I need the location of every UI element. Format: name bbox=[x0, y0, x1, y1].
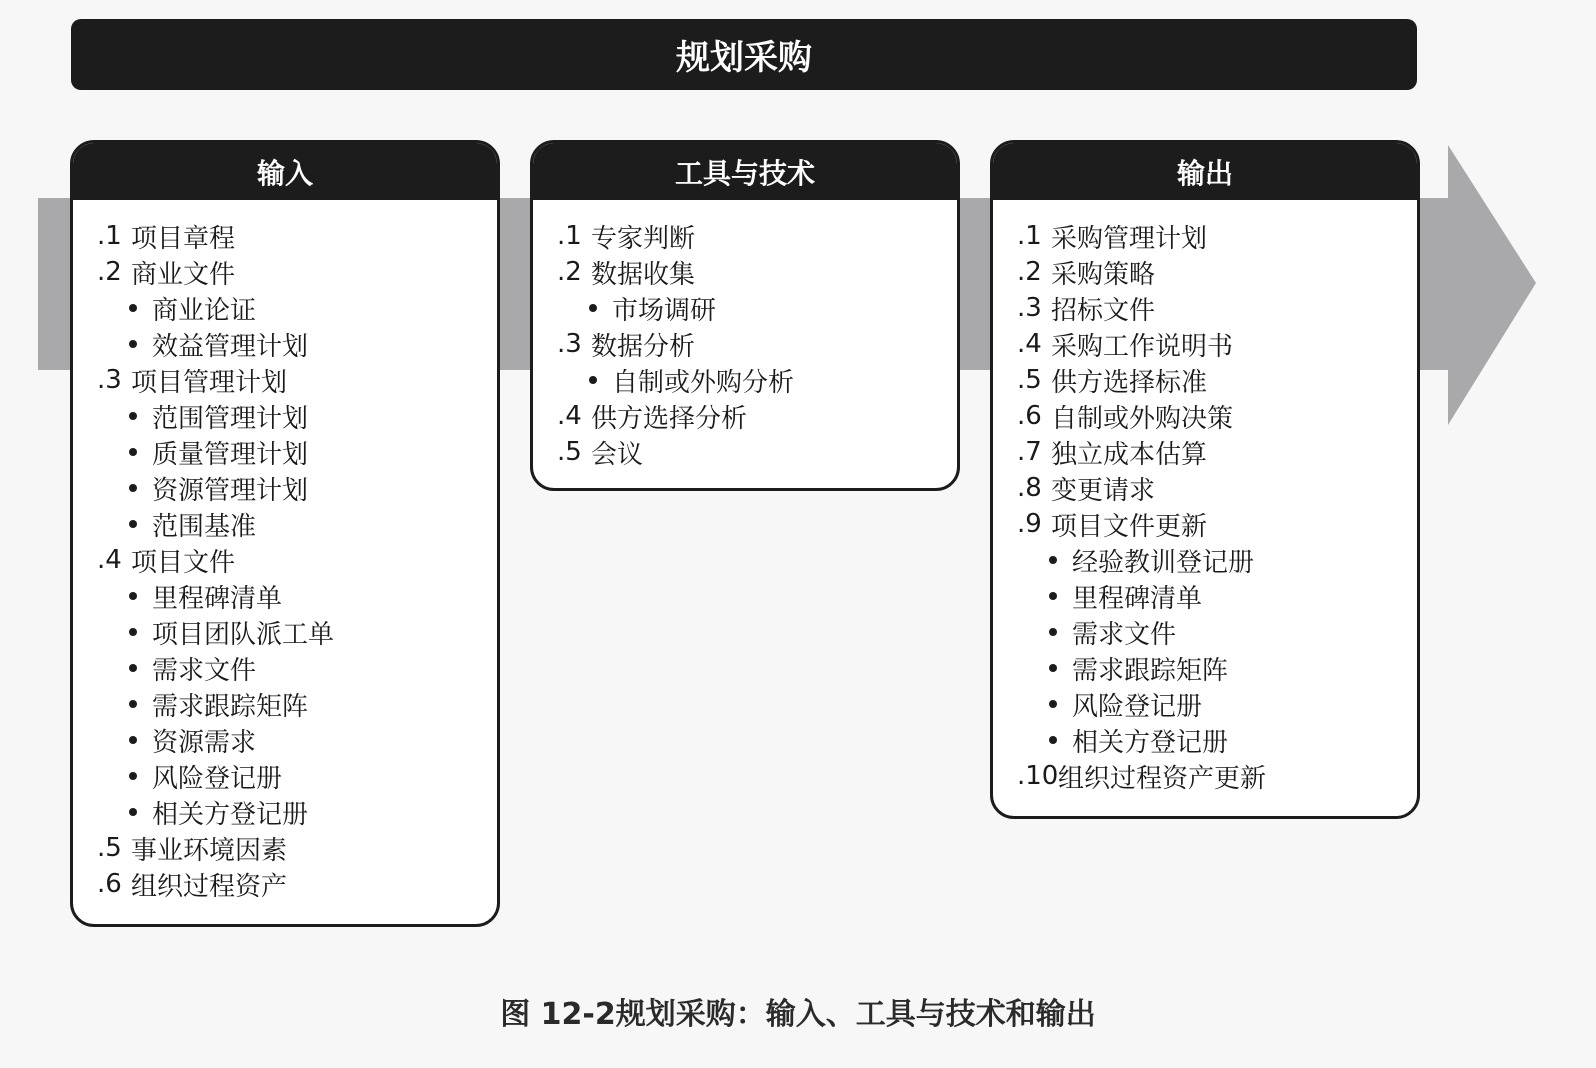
item-number: .3 bbox=[1017, 293, 1042, 323]
bullet-icon bbox=[129, 340, 137, 348]
item-number: .6 bbox=[1017, 401, 1042, 431]
bullet-icon bbox=[1049, 628, 1057, 636]
sub-list-item bbox=[97, 758, 497, 794]
item-number: .5 bbox=[557, 437, 582, 467]
item-label: 采购策略 bbox=[1051, 259, 1156, 290]
item-label: 招标文件 bbox=[1051, 295, 1156, 326]
inputs-list bbox=[73, 200, 497, 924]
list-item bbox=[1017, 758, 1417, 794]
item-number: .4 bbox=[557, 401, 582, 431]
figure-caption: 图 12-2规划采购：输入、工具与技术和输出 bbox=[500, 997, 1096, 1032]
sub-list-item bbox=[97, 722, 497, 758]
bullet-icon bbox=[129, 592, 137, 600]
item-label: 效益管理计划 bbox=[152, 331, 309, 362]
item-number: .4 bbox=[1017, 329, 1042, 359]
sub-list-item bbox=[97, 614, 497, 650]
sub-list-item bbox=[1017, 578, 1417, 614]
list-item bbox=[97, 362, 497, 398]
item-label: 变更请求 bbox=[1051, 475, 1156, 506]
sub-list-item bbox=[97, 506, 497, 542]
bullet-icon bbox=[589, 304, 597, 312]
item-label: 需求文件 bbox=[152, 655, 257, 686]
item-number: .8 bbox=[1017, 473, 1042, 503]
item-number: .3 bbox=[557, 329, 582, 359]
list-item bbox=[1017, 506, 1417, 542]
item-label: 采购工作说明书 bbox=[1051, 331, 1234, 362]
bullet-icon bbox=[1049, 736, 1057, 744]
item-label: 项目团队派工单 bbox=[152, 619, 335, 650]
bullet-icon bbox=[129, 484, 137, 492]
item-number: .3 bbox=[97, 365, 122, 395]
item-label: 自制或外购决策 bbox=[1051, 403, 1234, 434]
list-item bbox=[97, 866, 497, 902]
item-label: 供方选择标准 bbox=[1051, 367, 1208, 398]
item-label: 独立成本估算 bbox=[1051, 439, 1208, 470]
process-title: 规划采购 bbox=[71, 19, 1417, 90]
bullet-icon bbox=[129, 628, 137, 636]
item-label: 供方选择分析 bbox=[591, 403, 748, 434]
list-item bbox=[1017, 362, 1417, 398]
item-label: 项目管理计划 bbox=[131, 367, 288, 398]
item-label: 采购管理计划 bbox=[1051, 223, 1208, 254]
list-item bbox=[1017, 290, 1417, 326]
bullet-icon bbox=[129, 304, 137, 312]
bullet-icon bbox=[129, 520, 137, 528]
list-item bbox=[557, 398, 957, 434]
item-label: 资源管理计划 bbox=[152, 475, 309, 506]
item-label: 事业环境因素 bbox=[131, 835, 288, 866]
sub-list-item bbox=[557, 290, 957, 326]
list-item bbox=[557, 254, 957, 290]
item-number: .1 bbox=[97, 221, 122, 251]
item-number: .5 bbox=[1017, 365, 1042, 395]
item-label: 组织过程资产 bbox=[131, 871, 288, 902]
item-label: 范围管理计划 bbox=[152, 403, 309, 434]
item-number: .10 bbox=[1017, 761, 1059, 791]
outputs-heading: 输出 bbox=[993, 143, 1417, 200]
sub-list-item bbox=[1017, 614, 1417, 650]
item-label: 市场调研 bbox=[612, 295, 717, 326]
sub-list-item bbox=[97, 650, 497, 686]
outputs-list bbox=[993, 200, 1417, 816]
bullet-icon bbox=[1049, 664, 1057, 672]
list-item bbox=[1017, 254, 1417, 290]
item-label: 风险登记册 bbox=[152, 763, 283, 794]
item-label: 组织过程资产更新 bbox=[1058, 763, 1267, 794]
tools-list bbox=[533, 200, 957, 488]
item-label: 相关方登记册 bbox=[1072, 727, 1229, 758]
item-label: 专家判断 bbox=[591, 223, 696, 254]
item-label: 自制或外购分析 bbox=[612, 367, 795, 398]
list-item bbox=[557, 218, 957, 254]
bullet-icon bbox=[1049, 556, 1057, 564]
item-label: 需求文件 bbox=[1072, 619, 1177, 650]
bullet-icon bbox=[129, 448, 137, 456]
bullet-icon bbox=[129, 736, 137, 744]
item-label: 数据分析 bbox=[591, 331, 696, 362]
list-item bbox=[97, 254, 497, 290]
list-item bbox=[1017, 434, 1417, 470]
tools-heading: 工具与技术 bbox=[533, 143, 957, 200]
item-number: .1 bbox=[557, 221, 582, 251]
item-label: 项目文件更新 bbox=[1051, 511, 1208, 542]
item-label: 风险登记册 bbox=[1072, 691, 1203, 722]
sub-list-item bbox=[1017, 542, 1417, 578]
inputs-box bbox=[70, 140, 500, 927]
item-label: 项目文件 bbox=[131, 547, 236, 578]
sub-list-item bbox=[97, 290, 497, 326]
item-label: 商业论证 bbox=[152, 295, 257, 326]
sub-list-item bbox=[97, 470, 497, 506]
item-number: .5 bbox=[97, 833, 122, 863]
sub-list-item bbox=[1017, 650, 1417, 686]
sub-list-item bbox=[97, 578, 497, 614]
sub-list-item bbox=[1017, 722, 1417, 758]
item-label: 里程碑清单 bbox=[152, 583, 283, 614]
list-item bbox=[97, 218, 497, 254]
item-label: 会议 bbox=[591, 439, 644, 470]
item-number: .2 bbox=[557, 257, 582, 287]
bullet-icon bbox=[129, 700, 137, 708]
sub-list-item bbox=[1017, 686, 1417, 722]
list-item bbox=[97, 830, 497, 866]
item-number: .6 bbox=[97, 869, 122, 899]
bullet-icon bbox=[589, 376, 597, 384]
list-item bbox=[1017, 398, 1417, 434]
item-label: 经验教训登记册 bbox=[1072, 547, 1255, 578]
item-label: 相关方登记册 bbox=[152, 799, 309, 830]
item-number: .7 bbox=[1017, 437, 1042, 467]
inputs-heading: 输入 bbox=[73, 143, 497, 200]
sub-list-item bbox=[97, 398, 497, 434]
list-item bbox=[557, 434, 957, 470]
bullet-icon bbox=[1049, 700, 1057, 708]
item-label: 质量管理计划 bbox=[152, 439, 309, 470]
list-item bbox=[557, 326, 957, 362]
list-item bbox=[1017, 470, 1417, 506]
item-number: .1 bbox=[1017, 221, 1042, 251]
bullet-icon bbox=[129, 664, 137, 672]
bullet-icon bbox=[129, 772, 137, 780]
item-label: 需求跟踪矩阵 bbox=[152, 691, 309, 722]
item-label: 需求跟踪矩阵 bbox=[1072, 655, 1229, 686]
item-label: 资源需求 bbox=[152, 727, 257, 758]
item-number: .9 bbox=[1017, 509, 1042, 539]
list-item bbox=[1017, 326, 1417, 362]
sub-list-item bbox=[557, 362, 957, 398]
sub-list-item bbox=[97, 794, 497, 830]
list-item bbox=[97, 542, 497, 578]
list-item bbox=[1017, 218, 1417, 254]
item-number: .2 bbox=[97, 257, 122, 287]
sub-list-item bbox=[97, 434, 497, 470]
bullet-icon bbox=[129, 412, 137, 420]
outputs-box bbox=[990, 140, 1420, 819]
sub-list-item bbox=[97, 686, 497, 722]
bullet-icon bbox=[1049, 592, 1057, 600]
item-label: 数据收集 bbox=[591, 259, 696, 290]
item-label: 项目章程 bbox=[131, 223, 236, 254]
bullet-icon bbox=[129, 808, 137, 816]
item-number: .4 bbox=[97, 545, 122, 575]
tools-box bbox=[530, 140, 960, 491]
item-number: .2 bbox=[1017, 257, 1042, 287]
item-label: 里程碑清单 bbox=[1072, 583, 1203, 614]
item-label: 商业文件 bbox=[131, 259, 236, 290]
item-label: 范围基准 bbox=[152, 511, 257, 542]
sub-list-item bbox=[97, 326, 497, 362]
